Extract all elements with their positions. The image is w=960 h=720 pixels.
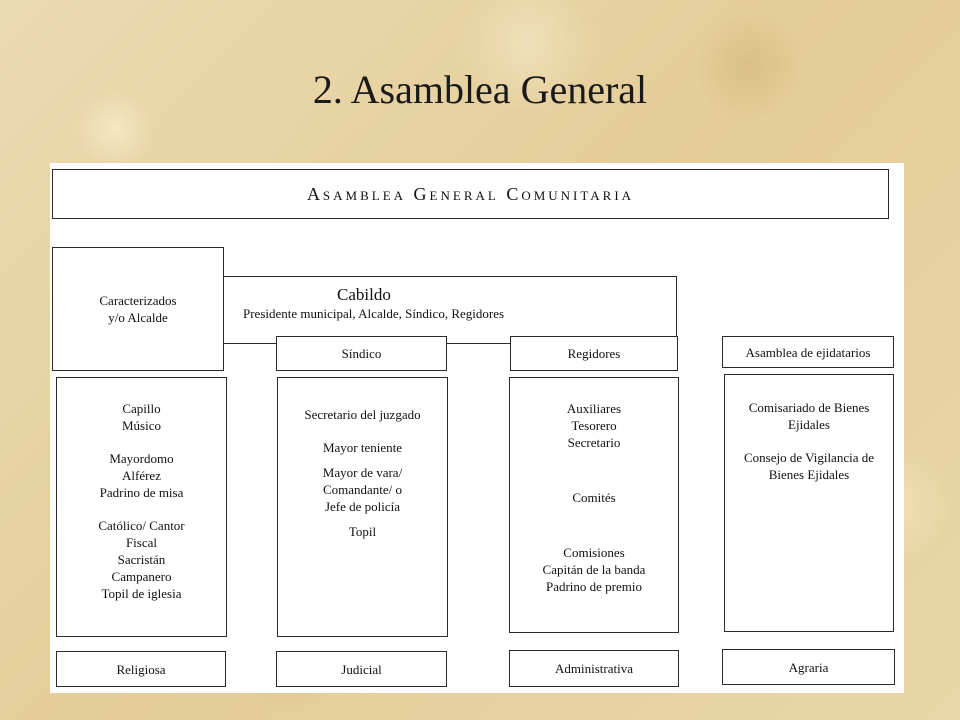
role-item: Padrino de misa (99, 485, 184, 500)
role-item: Padrino de premio (545, 579, 643, 594)
administrativa-group (543, 544, 646, 595)
agraria-column-box (724, 374, 894, 632)
role-item: Sacristán (117, 552, 166, 567)
ejidatarios-header-label: Asamblea de ejidatarios (745, 344, 871, 360)
religiosa-footer-label: Religiosa (116, 661, 166, 677)
judicial-group (323, 464, 402, 515)
caracterizados-box (52, 247, 224, 371)
administrativa-footer-box (509, 650, 679, 687)
religiosa-column-box (56, 377, 227, 637)
role-item: Capillo (122, 401, 161, 416)
role-item: Topil (348, 524, 377, 539)
role-item: Secretario del juzgado (304, 407, 421, 422)
role-item: Mayor de vara/ (322, 465, 403, 480)
agraria-footer-label: Agraria (788, 659, 829, 675)
agraria-group (744, 449, 874, 483)
judicial-footer-label: Judicial (341, 661, 382, 677)
asamblea-general-comunitaria-label: Asamblea General Comunitaria (306, 183, 635, 204)
sindico-header-box (276, 336, 447, 371)
role-item: Comisiones (563, 545, 625, 560)
administrativa-column-box (509, 377, 679, 633)
agraria-group (749, 399, 870, 433)
judicial-footer-box (276, 651, 447, 687)
religiosa-group (98, 517, 184, 602)
administrativa-footer-label: Administrativa (555, 661, 633, 676)
judicial-column-box (277, 377, 448, 637)
role-item: Mayordomo (109, 451, 174, 466)
administrativa-group (567, 400, 621, 451)
cabildo-box (220, 276, 677, 344)
role-item: Comandante/ o (322, 482, 403, 497)
role-item: Ejidales (788, 417, 830, 432)
caracterizados-line: y/o Alcalde (108, 310, 168, 325)
role-item: Capitán de la banda (542, 562, 646, 577)
org-chart (50, 163, 904, 693)
role-item: Bienes Ejidales (768, 467, 850, 482)
role-item: Tesorero (571, 418, 617, 433)
role-item: Católico/ Cantor (98, 518, 185, 533)
asamblea-general-comunitaria-box (52, 169, 889, 219)
role-item: Fiscal (125, 535, 158, 550)
agraria-footer-box (722, 649, 895, 685)
role-item: Alférez (122, 468, 161, 483)
religiosa-group (122, 400, 161, 434)
religiosa-footer-box (56, 651, 226, 687)
cabildo-title: Cabildo (337, 285, 391, 304)
regidores-header-label: Regidores (567, 346, 621, 361)
sindico-header-label: Síndico (341, 346, 382, 361)
cabildo-subtitle: Presidente municipal, Alcalde, Síndico, Regidores (243, 306, 505, 321)
role-item: Músico (122, 418, 161, 433)
caracterizados-line: Caracterizados (99, 293, 177, 308)
religiosa-group (100, 450, 184, 501)
ejidatarios-header-box (722, 336, 894, 368)
role-item: Mayor teniente (322, 440, 403, 455)
role-item: Secretario (567, 435, 621, 450)
page-title: 2. Asamblea General (312, 67, 648, 112)
role-item: Consejo de Vigilancia de (743, 450, 875, 465)
regidores-header-box (510, 336, 678, 371)
role-item: Topil de iglesia (101, 586, 182, 601)
role-item: Auxiliares (566, 401, 622, 416)
role-item: Comités (572, 490, 616, 505)
role-item: Comisariado de Bienes (748, 400, 870, 415)
role-item: Jefe de policía (324, 499, 401, 514)
role-item: Campanero (111, 569, 172, 584)
